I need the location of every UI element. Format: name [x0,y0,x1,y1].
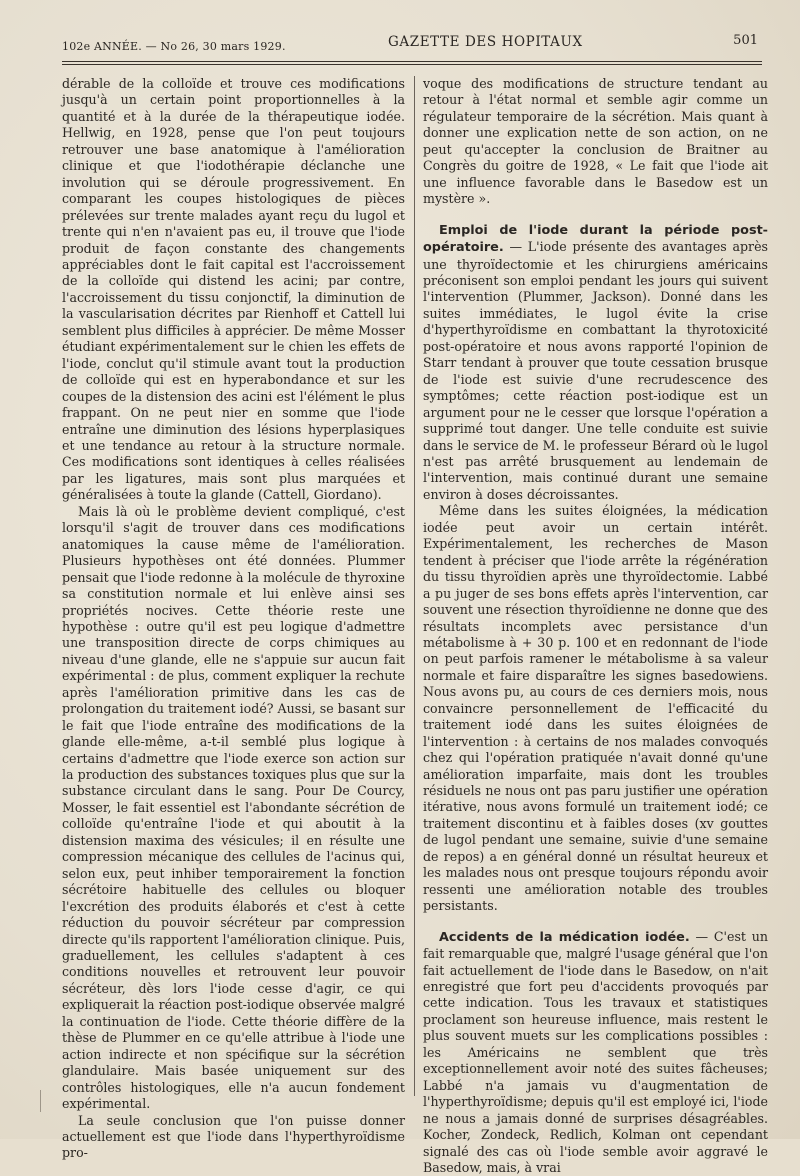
paragraph: dérable de la colloïde et trouve ces modifications jusqu'à un certain point proportionnelles à la quantité et à la durée de la thérapeutique iodée. Hellwig, en 1928, pense que l'on peut toujours retrouver une base anatomique à l'amélioration clinique et que l'iodothérapie déclanche une involution qui se déroule progressivement. En comparant les coupes histologiques de pièces prélevées sur trente malades ayant reçu du lugol et trente qui n'en n'avaient pas eu, il trouve que l'iode produit de façon constante des changements appréciables dont le fait capital est l'accroissement de la colloïde qui distend les acini; par contre, l'accroissement du tissu conjonctif, la diminution de la vascularisation décrites par Rienhoff et Cattell lui semblent plus difficiles à apprécier. De même Mosser étudiant expérimentalement sur le chien les effets de l'iode, conclut qu'il stimule avant tout la production de colloïde qui est en hyperabondance et sur les coupes de la distension des acini est l'élément le plus frappant. On ne peut nier en somme que l'iode entraîne une diminution des lésions hyperplasiques et une tendance au retour à la structure normale. Ces modifications sont identiques à celles réalisées par les ligatures, mais sont plus marquées et généralisées à toute la glande (Cattell, Giordano). [62,76,405,503]
section-title: Accidents de la médication iodée. [439,929,690,945]
right-column [423,76,768,1175]
section-paragraph [423,929,768,1176]
section-gap [423,208,768,222]
column-separator [414,76,415,1096]
journal-title: GAZETTE DES HOPITAUX [388,34,583,50]
header-rule [62,61,762,65]
paragraph: voque des modifications de structure tendant au retour à l'état normal et semble agir comme un régulateur temporaire de la sécrétion. Mais quant à donner une explication nette de son action, on ne peut qu'accepter la conclusion de Braitner au Congrès du goitre de 1928, « Le fait que l'iode ait une influence favorable dans le Basedow est un mystère ». [423,76,768,207]
section-title: Emploi de l'iode durant la période post-opératoire. [423,222,768,256]
issue-info: 102e ANNÉE. — No 26, 30 mars 1929. [62,40,286,53]
section-text: — C'est un fait remarquable que, malgré l'usage général que l'on fait actuellement de l'iode dans le Basedow, on n'ait enregistré que fort peu d'accidents provoqués par cette indication. Tous les travaux et statistiques proclament son heureuse influence, mais restent le plus souvent muets sur les complications possibles : les Américains ne semblent que très exceptionnellement avoir noté des suites fâcheuses; Labbé n'a jamais vu d'augmentation de l'hyperthyroïdisme; depuis qu'il est employé ici, l'iode ne nous a jamais donné de surprises désagréables. Kocher, Zondeck, Redlich, Kolman ont cependant signalé des cas où l'iode semble avoir aggravé le Basedow, mais, à vrai [423,928,768,1175]
paragraph: Même dans les suites éloignées, la médication iodée peut avoir un certain intérêt. Expérimentalement, les recherches de Mason tendent à préciser que l'iode arrête la régénération du tissu thyroïdien après une thyroïdectomie. Labbé a pu juger de ses bons effets après l'intervention, car souvent une résection thyroïdienne ne donne que des résultats incomplets avec persistance d'un métabolisme à + 30 p. 100 et en redonnant de l'iode on peut parfois ramener le métabolisme à sa valeur normale et faire disparaître les signes basedowiens. Nous avons pu, au cours de ces derniers mois, nous convaincre personnellement de l'efficacité du traitement iodé dans les suites éloignées de l'intervention : à certains de nos malades convoqués chez qui l'opération pratiquée n'avait donné qu'une amélioration imparfaite, mais dont les troubles résiduels ne nous ont pas paru justifier une opération itérative, nous avons formulé un traitement iodé; ce traitement discontinu et à faibles doses (xv gouttes de lugol pendant une semaine, suivie d'une semaine de repos) a en général donné un résultat heureux et les malades nous ont presque toujours répondu avoir ressenti une amélioration notable des troubles persistants. [423,503,768,914]
left-column [62,76,405,1161]
section-gap [423,915,768,929]
paragraph: La seule conclusion que l'on puisse donner actuellement est que l'iode dans l'hyperthyroïdisme pro- [62,1112,405,1161]
margin-mark [40,1090,49,1112]
section-paragraph [423,222,768,504]
paragraph: Mais là où le problème devient compliqué, c'est lorsqu'il s'agit de trouver dans ces modifications anatomiques la cause même de l'amélioration. Plusieurs hypothèses ont été données. Plummer pensait que l'iode redonne à la molécule de thyroxine sa constitution normale et lui enlève ainsi ses propriétés nocives. Cette théorie reste une hypothèse : outre qu'il est peu logique d'admettre une transposition directe de corps chimiques au niveau d'une glande, elle ne s'appuie sur aucun fait expérimental : de plus, comment expliquer la rechute après l'amélioration primitive dans les cas de prolongation du traitement iodé? Aussi, se basant sur le fait que l'iode entraîne des modifications de la glande elle-même, a-t-il semblé plus logique à certains d'admettre que l'iode exerce son action sur la production des substances toxiques plus que sur la substance circulant dans le sang. Pour De Courcy, Mosser, le fait essentiel est l'abondante sécrétion de colloïde qu'entraîne l'iode et qui aboutit à la distension maxima des vésicules; il en résulte une compression mécanique des cellules de l'acinus qui, selon eux, peut inhiber temporairement la fonction sécrétoire habituelle des cellules ou bloquer l'excrétion des produits élaborés et c'est à cette réduction du pouvoir sécréteur par compression directe qu'ils rapportent l'amélioration clinique. Puis, graduellement, les cellules s'adaptent à ces conditions nouvelles et retrouvent leur pouvoir sécréteur, dès lors l'iode cesse d'agir, ce qui expliquerait la réaction post-iodique observée malgré la continuation de l'iode. Cette théorie diffère de la thèse de Plummer en ce qu'elle attribue à l'iode une action indirecte et non spécifique sur la sécrétion glandulaire. Mais basée uniquement sur des contrôles histologiques, elle n'a aucun fondement expérimental. [62,503,405,1112]
section-text: — L'iode présente des avantages après une thyroïdectomie et les chirurgiens américains préconisent son emploi pendant les jours qui suivent l'intervention (Plummer, Jackson). Donné dans les suites immédiates, le lugol évite la crise d'hyperthyroïdisme en combattant la thyrotoxicité post-opératoire et nous avons rapporté l'opinion de Starr tendant à prouver que toute cessation brusque de l'iode est suivie d'une recrudescence des symptômes; cette réaction post-iodique est un argument pour ne le cesser que lorsque l'opération a supprimé tout danger. Une telle conduite est suivie dans le service de M. le professeur Bérard où le lugol n'est pas arrêté brusquement au lendemain de l'intervention, mais continué durant une semaine environ à doses décroissantes. [423,239,768,502]
article-body [62,76,768,1175]
page-number: 501 [733,33,758,48]
page-header [62,30,762,56]
